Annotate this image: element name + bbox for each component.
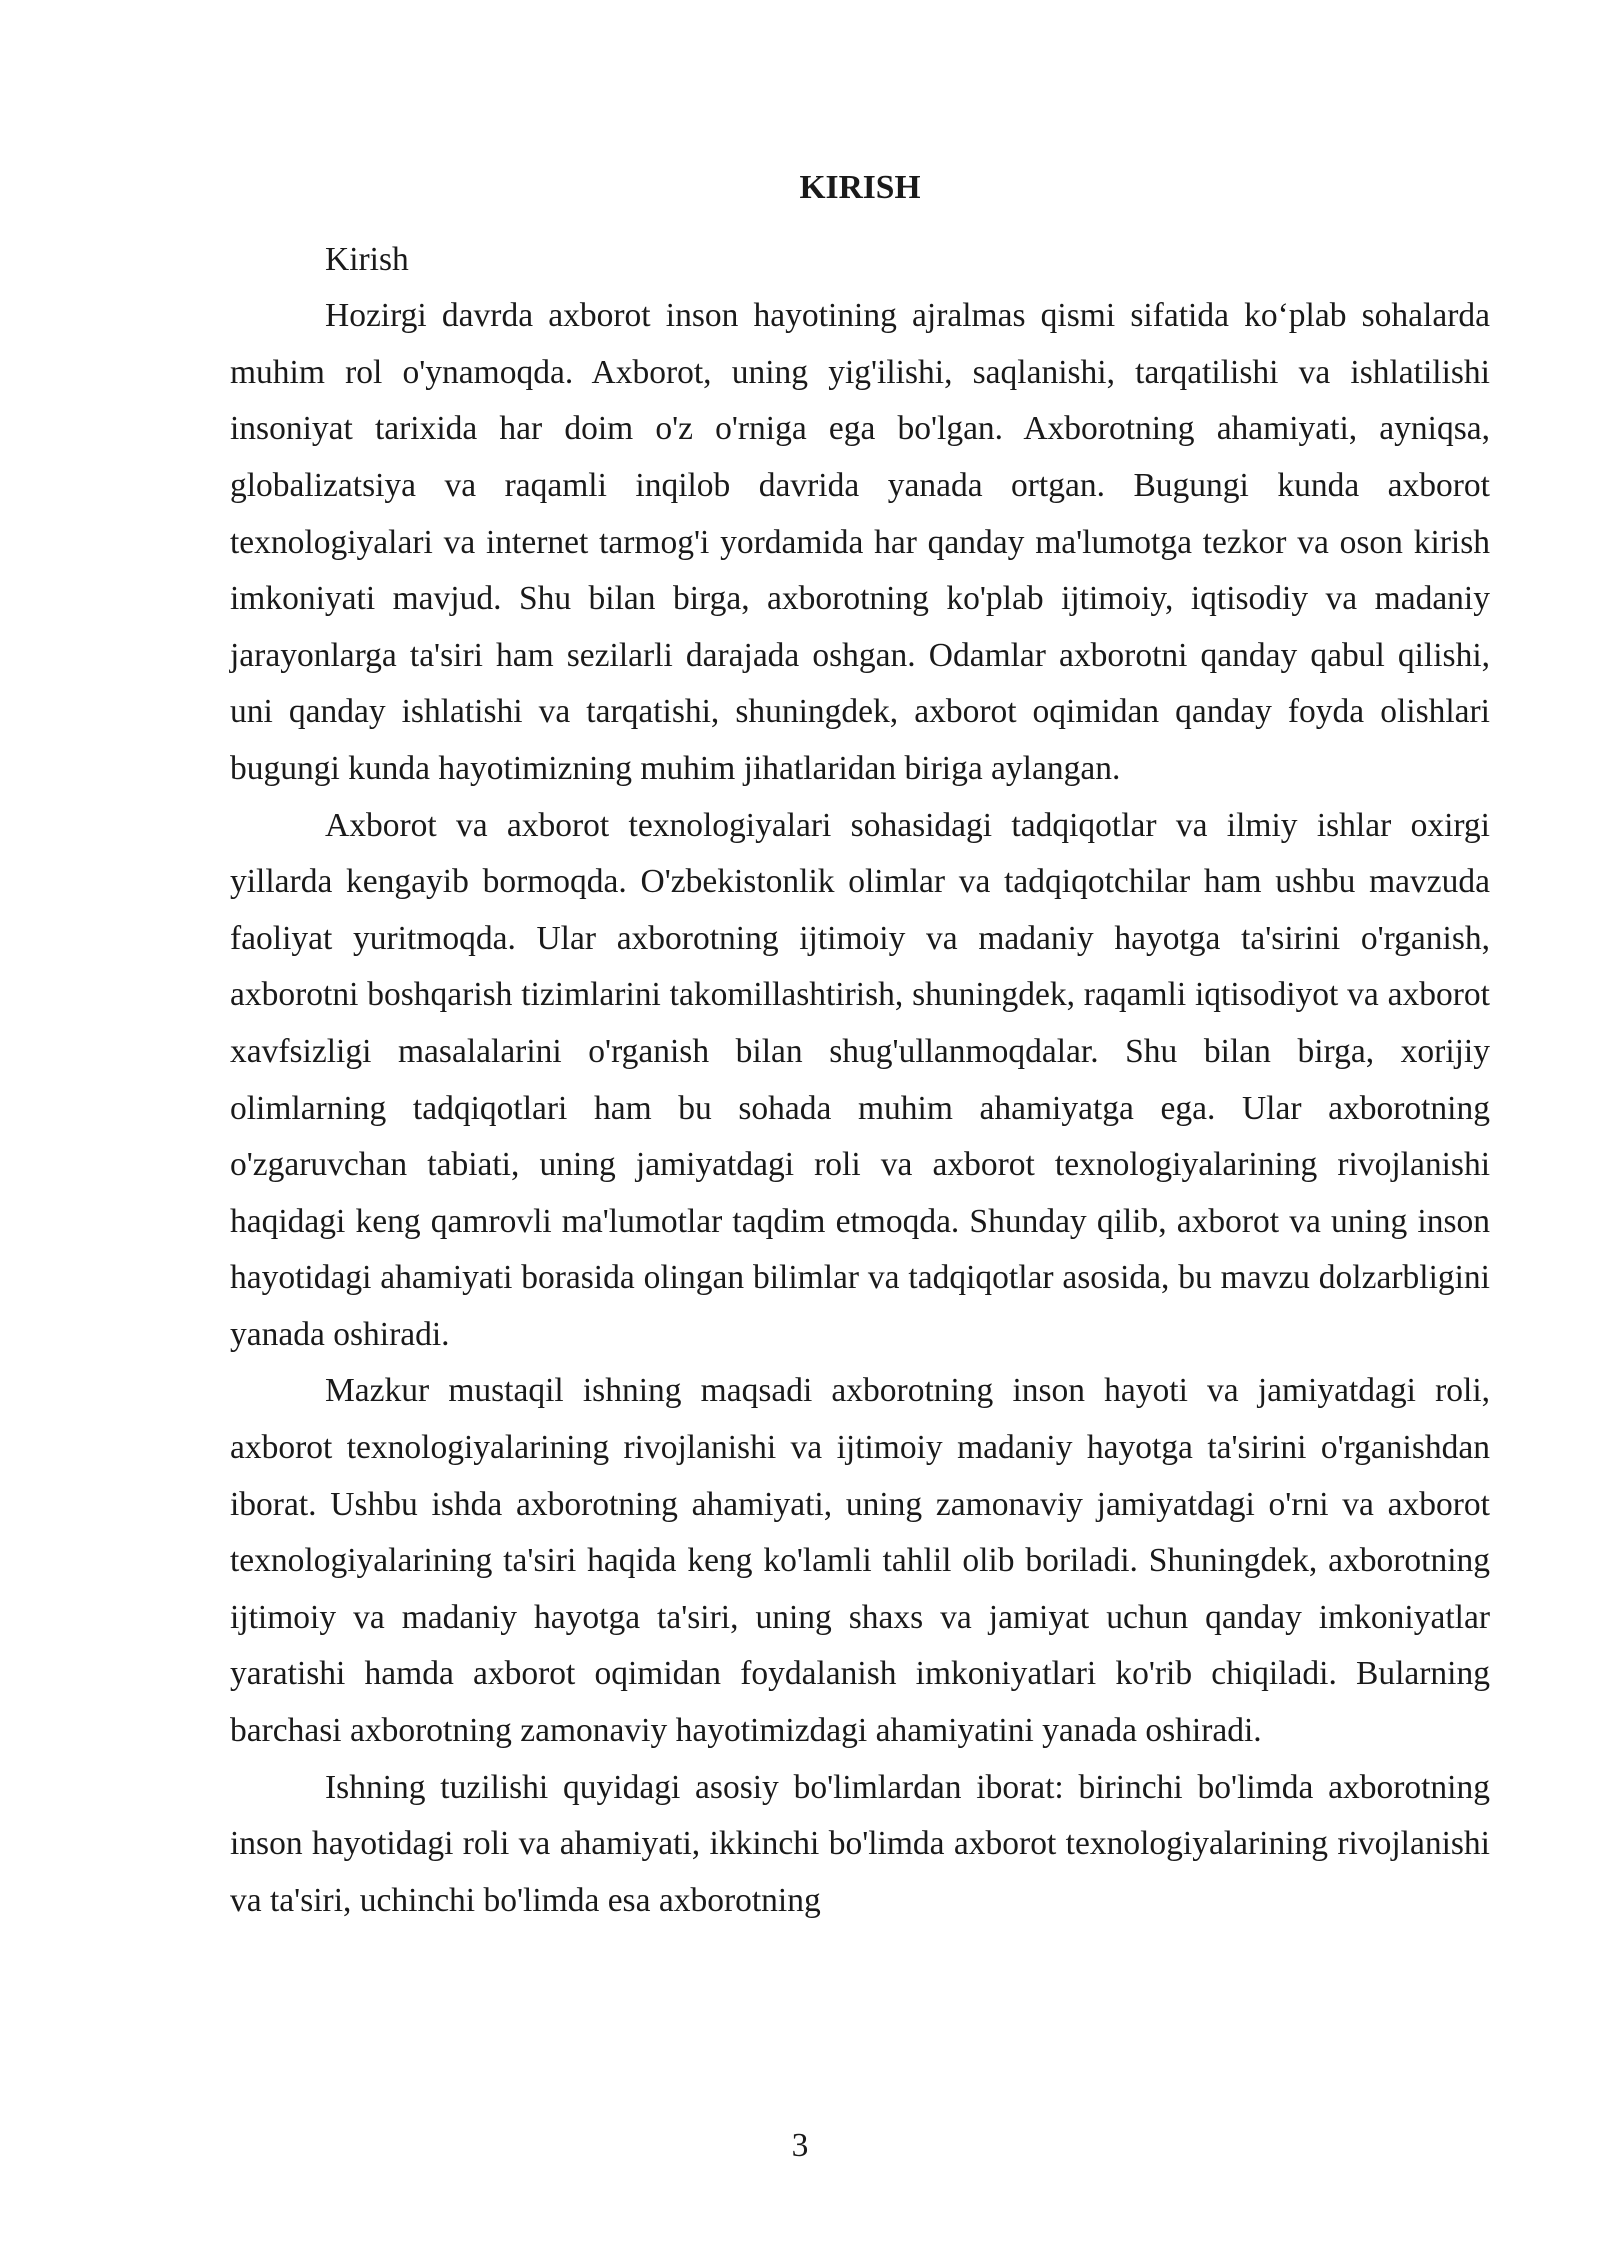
document-body: [230, 160, 1490, 1929]
section-subheading: Kirish: [325, 240, 409, 278]
page-title: KIRISH: [799, 169, 921, 206]
paragraph-3: Mazkur mustaqil ishning maqsadi axborotning inson hayoti va jamiyatdagi roli, axborot texnologiyalarining rivojlanishi va ijtimoiy madaniy hayotga ta'sirini o'rganishdan iborat. Ushbu ishda axborotning ahamiyati, uning zamonaviy jamiyatdagi o'rni va axborot texnologiyalarining ta'siri haqida keng ko'lamli tahlil olib boriladi. Shuningdek, axborotning ijtimoiy va madaniy hayotga ta'siri, uning shaxs va jamiyat uchun qanday imkoniyatlar yaratishi hamda axborot oqimidan foydalanish imkoniyatlari ko'rib chiqiladi. Bularning barchasi axborotning zamonaviy hayotimizdagi ahamiyatini yanada oshiradi.: [230, 1372, 1490, 1750]
paragraph-2: Axborot va axborot texnologiyalari sohasidagi tadqiqotlar va ilmiy ishlar oxirgi yillarda kengayib bormoqda. O'zbekistonlik olimlar va tadqiqotchilar ham ushbu mavzuda faoliyat yuritmoqda. Ular axborotning ijtimoiy va madaniy hayotga ta'sirini o'rganish, axborotni boshqarish tizimlarini takomillashtirish, shuningdek, raqamli iqtisodiyot va axborot xavfsizligi masalalarini o'rganish bilan shug'ullanmoqdalar. Shu bilan birga, xorijiy olimlarning tadqiqotlari ham bu sohada muhim ahamiyatga ega. Ular axborotning o'zgaruvchan tabiati, uning jamiyatdagi roli va axborot texnologiyalarining rivojlanishi haqidagi keng qamrovli ma'lumotlar taqdim etmoqda. Shunday qilib, axborot va uning inson hayotidagi ahamiyati borasida olingan bilimlar va tadqiqotlar asosida, bu mavzu dolzarbligini yanada oshiradi.: [230, 806, 1490, 1353]
paragraph-4: Ishning tuzilishi quyidagi asosiy bo'limlardan iborat: birinchi bo'limda axborotning inson hayotidagi roli va ahamiyati, ikkinchi bo'limda axborot texnologiyalarining rivojlanishi va ta'siri, uchinchi bo'limda esa axborotning: [230, 1768, 1490, 1919]
paragraph-1: Hozirgi davrda axborot inson hayotining ajralmas qismi sifatida ko‘plab sohalarda muhim rol o'ynamoqda. Axborot, uning yig'ilishi, saqlanishi, tarqatilishi va ishlatilishi insoniyat tarixida har doim o'z o'rniga ega bo'lgan. Axborotning ahamiyati, ayniqsa, globalizatsiya va raqamli inqilob davrida yanada ortgan. Bugungi kunda axborot texnologiyalari va internet tarmog'i yordamida har qanday ma'lumotga tezkor va oson kirish imkoniyati mavjud. Shu bilan birga, axborotning ko'plab ijtimoiy, iqtisodiy va madaniy jarayonlarga ta'siri ham sezilarli darajada oshgan. Odamlar axborotni qanday qabul qilishi, uni qanday ishlatishi va tarqatishi, shuningdek, axborot oqimidan qanday foyda olishlari bugungi kunda hayotimizning muhim jihatlaridan biriga aylangan.: [230, 297, 1490, 787]
page-number: 3: [791, 2127, 809, 2164]
